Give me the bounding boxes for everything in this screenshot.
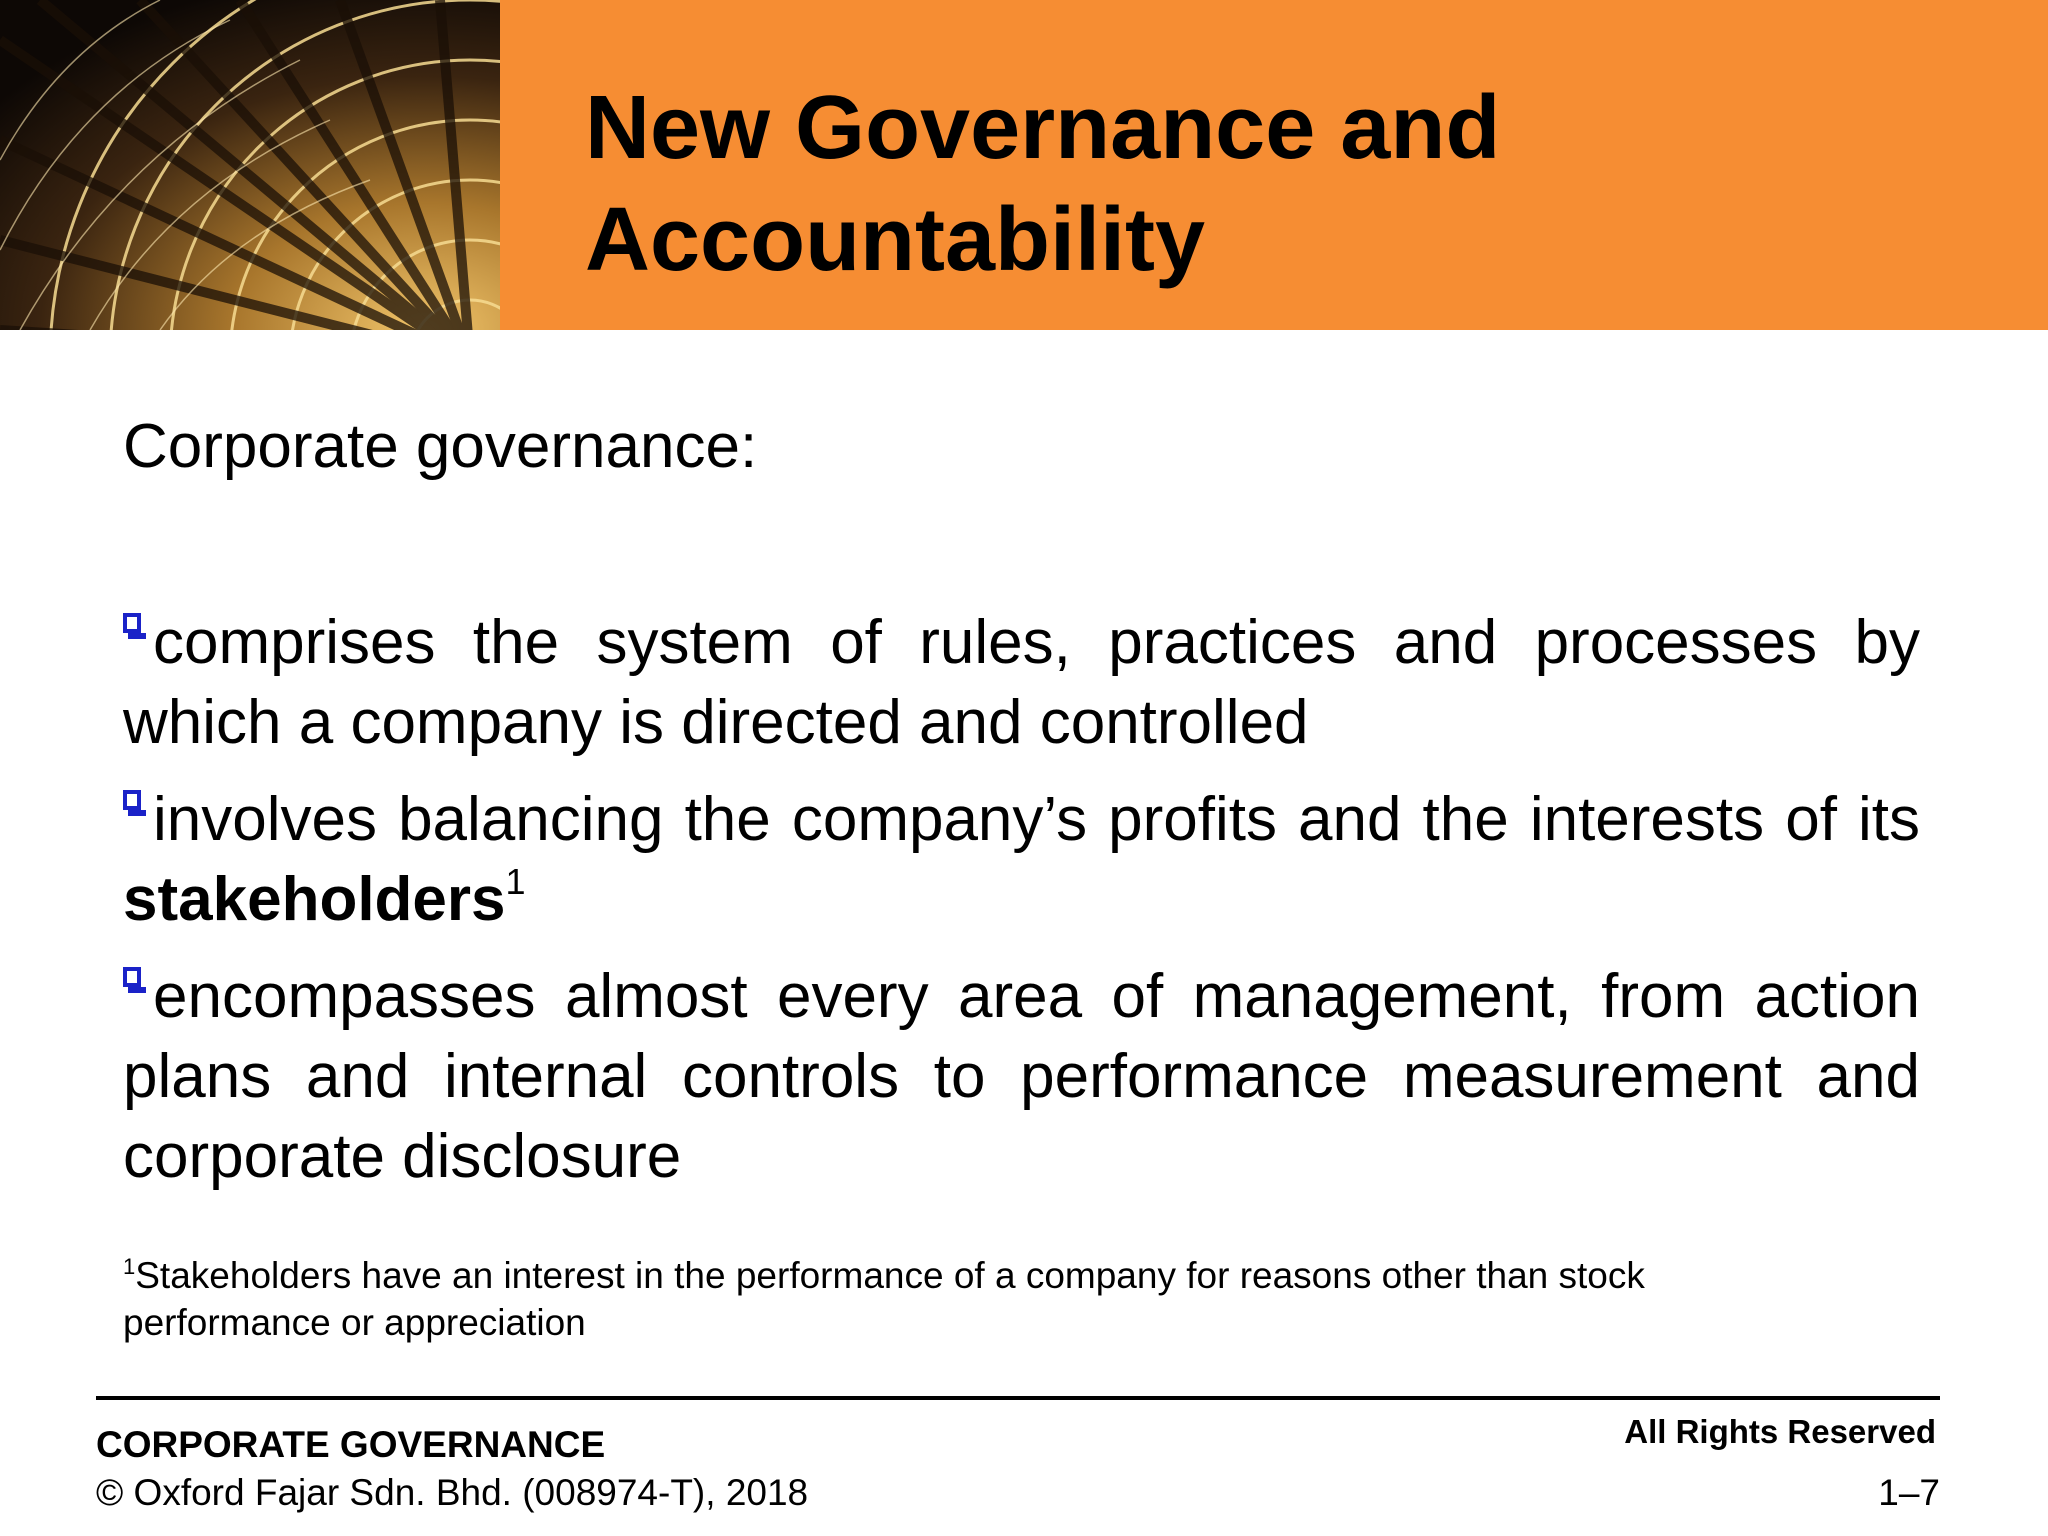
lead-text: Corporate governance:: [123, 412, 758, 481]
hollow-square-bullet-icon: [123, 790, 149, 818]
bullet-bold-term: stakeholders: [123, 865, 506, 934]
bullet-item: [123, 780, 1920, 940]
golden-spiral-image: [0, 0, 500, 330]
bullet-item: [123, 603, 1920, 763]
footnote-mark: 1: [123, 1254, 136, 1279]
bullet-text: involves balancing the company’s profits and the interests of its: [153, 785, 1920, 854]
footnote-text: Stakeholders have an interest in the performance of a company for reasons other than stock performance or appreciation: [123, 1255, 1645, 1343]
footnote: [123, 1252, 1823, 1346]
footer-divider: [96, 1396, 1940, 1400]
hollow-square-bullet-icon: [123, 613, 149, 641]
footnote-reference: 1: [505, 861, 526, 902]
slide-title: [585, 72, 1985, 296]
hollow-square-bullet-icon: [123, 967, 149, 995]
bullet-text: comprises the system of rules, practices and processes by which a company is directed and controlled: [123, 608, 1920, 757]
slide-title-line-1: New Governance and: [585, 78, 1501, 178]
footer-copyright: © Oxford Fajar Sdn. Bhd. (008974-T), 2018: [96, 1472, 809, 1513]
page-number: 1–7: [1878, 1472, 1940, 1513]
slide-title-line-2: Accountability: [585, 190, 1206, 290]
bullet-item: [123, 957, 1920, 1197]
footer-rights: All Rights Reserved: [1624, 1413, 1936, 1450]
bullet-text: encompasses almost every area of management, from action plans and internal controls to performance measurement and corporate disclosure: [123, 962, 1920, 1191]
footer-book-title: CORPORATE GOVERNANCE: [96, 1424, 606, 1465]
bullet-list: [123, 603, 1920, 1214]
